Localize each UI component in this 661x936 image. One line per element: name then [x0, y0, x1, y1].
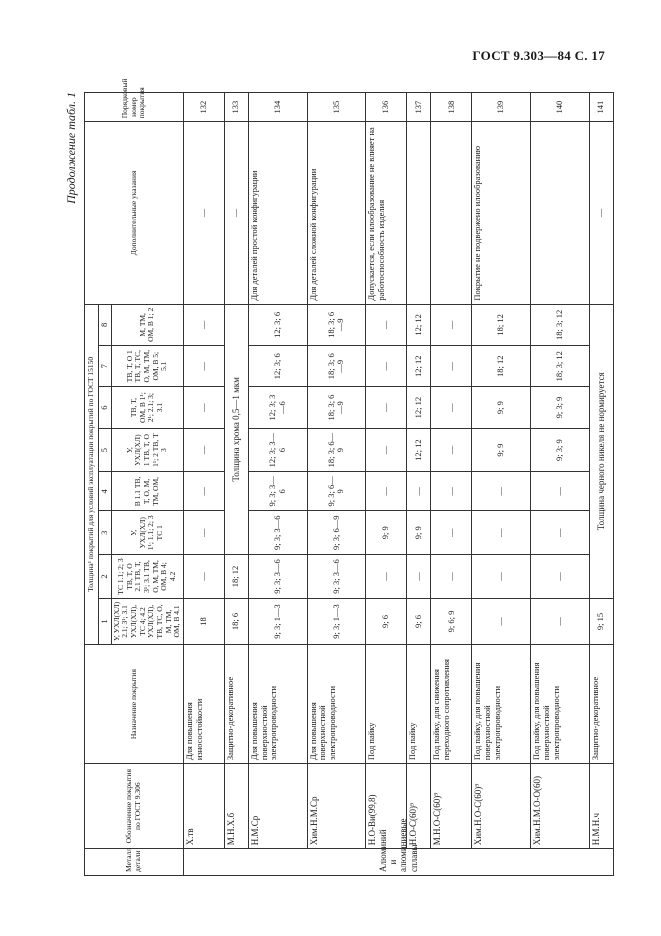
table-row — [589, 93, 613, 876]
group-number: 7 — [99, 346, 112, 387]
group-number: 2 — [99, 555, 112, 599]
value-cell: — — [472, 472, 531, 511]
value-cell: — — [472, 555, 531, 599]
value-cell: — — [431, 346, 472, 387]
value-cell: 9; 3; 3—6 — [307, 555, 366, 599]
value-cell: — — [183, 387, 224, 428]
value-cell: 9; 3; 1—3 — [307, 598, 366, 644]
table-row — [248, 93, 307, 876]
value-cell: 9; 3; 9 — [531, 428, 590, 472]
designation-cell: М.Н.Х.б — [224, 764, 248, 849]
purpose-cell: Под пайку — [366, 645, 407, 764]
note-cell: — — [589, 122, 613, 304]
value-cell: 12; 12 — [407, 387, 431, 428]
value-cell: — — [531, 555, 590, 599]
value-cell: 9; 3; 1—3 — [248, 598, 307, 644]
value-cell: — — [431, 428, 472, 472]
designation-cell: Хим.Н.М.Ср — [307, 764, 366, 849]
value-cell: — — [431, 304, 472, 345]
value-cell: 18; 3; 6—9 — [307, 387, 366, 428]
purpose-cell: Для повышения поверхностной электропроводности — [307, 645, 366, 764]
designation-cell: Н.О-С(60)⁹ — [407, 764, 431, 849]
value-cell: 9; 9 — [407, 511, 431, 555]
table-rotated-container — [64, 78, 614, 876]
value-cell: 9; 6 — [407, 598, 431, 644]
value-cell: — — [183, 346, 224, 387]
value-cell: 12; 3; 3—6 — [248, 428, 307, 472]
value-cell: — — [431, 511, 472, 555]
value-cell: 18; 3; 12 — [531, 304, 590, 345]
span-note-black-nickel: Толщина черного никеля не нормируется — [589, 304, 613, 598]
group-conditions: ТС 1.1; 2; 3 ТВ, Т, О 2.1 ТВ, Т, 3¹; 3.1 ТВ, О, М, ТМ, ОМ, В 4; 4.2 — [111, 555, 183, 599]
col-ordinal: Порядковый номер покрытия — [85, 93, 184, 122]
group-conditions: У, УХЛ(ХЛ) 2.1; 3¹; 3.1 УХЛ(ХЛ), ТС 4; 4.2 УХЛ(ХЛ), ТВ, ТС, О, М, ТМ, ОМ, В 4.1 — [111, 598, 183, 644]
table-row — [431, 93, 472, 876]
col-designation: Обозначение покрытия по ГОСТ 9.306 — [85, 764, 184, 849]
value-cell: — — [531, 511, 590, 555]
value-cell: — — [183, 511, 224, 555]
value-cell: 18; 3; 6—9 — [307, 428, 366, 472]
table-row — [531, 93, 590, 876]
value-cell: 9; 3; 3—6 — [248, 511, 307, 555]
value-cell: 18; 12 — [472, 346, 531, 387]
page-header: ГОСТ 9.303—84 С. 17 — [472, 48, 605, 63]
table-row — [472, 93, 531, 876]
value-cell: 12; 3; 3—6 — [248, 387, 307, 428]
col-purpose: Назначение покрытия — [85, 645, 184, 764]
note-cell: Для деталей простой конфигурации — [248, 122, 307, 304]
group-conditions: ТВ, Т, О 1 ТВ, Т, ТС, О, М, ТМ, ОМ, В 5; 5.1 — [111, 346, 183, 387]
note-cell: — — [224, 122, 248, 304]
value-cell: 18 — [183, 598, 224, 644]
purpose-cell: Под пайку, для снижения переходного сопротивления — [431, 645, 472, 764]
table-row — [307, 93, 366, 876]
designation-cell: Н.М.Н.ч — [589, 764, 613, 849]
designation-cell: Н.О-Ви(99,8) — [366, 764, 407, 849]
value-cell: — — [407, 472, 431, 511]
value-cell: — — [183, 472, 224, 511]
value-cell: 18; 3; 12 — [531, 346, 590, 387]
value-cell: — — [366, 387, 407, 428]
designation-cell: Хим.Н.О-С(60)⁹ — [472, 764, 531, 849]
value-cell: — — [366, 428, 407, 472]
col-notes: Дополнительные указания — [85, 122, 184, 304]
coatings-table — [84, 78, 614, 876]
value-cell: 9; 6 — [366, 598, 407, 644]
table-row — [366, 93, 407, 876]
designation-cell: Х.тв — [183, 764, 224, 849]
designation-cell: Н.М.Ср — [248, 764, 307, 849]
value-cell: — — [183, 555, 224, 599]
note-cell — [531, 122, 590, 304]
ordinal-cell: 138 — [431, 93, 472, 122]
ordinal-cell: 137 — [407, 93, 431, 122]
purpose-cell: Защитно-декоративное — [589, 645, 613, 764]
group-number: 8 — [99, 304, 112, 345]
note-cell: Для деталей сложной конфигурации — [307, 122, 366, 304]
value-cell: — — [431, 472, 472, 511]
value-cell: — — [472, 511, 531, 555]
ordinal-cell: 135 — [307, 93, 366, 122]
value-cell: — — [366, 555, 407, 599]
value-cell: 18; 3; 6—9 — [307, 346, 366, 387]
designation-cell: Хим.Н.М.О-О(60) — [531, 764, 590, 849]
ordinal-cell: 132 — [183, 93, 224, 122]
value-cell: — — [366, 304, 407, 345]
value-cell: 12; 12 — [407, 428, 431, 472]
value-cell: — — [366, 472, 407, 511]
value-cell: 12; 12 — [407, 346, 431, 387]
table-row — [183, 93, 224, 876]
ordinal-cell: 133 — [224, 93, 248, 122]
value-cell: — — [531, 472, 590, 511]
note-cell: Допускается, если илообразование не влияет на работоспособность изделия — [366, 122, 407, 304]
ordinal-cell: 139 — [472, 93, 531, 122]
note-cell — [407, 122, 431, 304]
purpose-cell: Для повышения износостойкости — [183, 645, 224, 764]
value-cell: 18; 3; 6—9 — [307, 304, 366, 345]
value-cell: 9; 3; 6—9 — [307, 472, 366, 511]
ordinal-cell: 140 — [531, 93, 590, 122]
metal-group-cell: Алюминий и алюминиевые сплавы — [183, 849, 613, 876]
group-number: 6 — [99, 387, 112, 428]
purpose-cell: Защитно-декоративное — [224, 645, 248, 764]
group-conditions: М, ТМ, ОМ, В 1; 2 — [111, 304, 183, 345]
value-cell: 9; 9 — [472, 387, 531, 428]
value-cell: — — [472, 598, 531, 644]
value-cell: 9; 3; 6—9 — [307, 511, 366, 555]
note-cell: Покрытие не подвержено илообразованию — [472, 122, 531, 304]
value-cell: 12; 12 — [407, 304, 431, 345]
value-cell: — — [531, 598, 590, 644]
group-number: 5 — [99, 428, 112, 472]
note-cell — [431, 122, 472, 304]
value-cell: — — [183, 304, 224, 345]
value-cell: 9; 3; 9 — [531, 387, 590, 428]
table-row — [224, 93, 248, 876]
value-cell: — — [407, 555, 431, 599]
value-cell: 9; 3; 3—6 — [248, 555, 307, 599]
col-thickness: Толщина¹ покрытий для условий эксплуатации покрытий по ГОСТ 15150 — [85, 304, 99, 644]
designation-cell: М.Н.О-С(60)⁹ — [431, 764, 472, 849]
purpose-cell: Под пайку, для повышения поверхностной электропроводности — [531, 645, 590, 764]
group-conditions: У, УХЛ(ХЛ) 1 ТВ, Т, О 1¹; 2 ТВ, Т 3 — [111, 428, 183, 472]
value-cell: 18; 12 — [224, 555, 248, 599]
value-cell: — — [431, 387, 472, 428]
ordinal-cell: 134 — [248, 93, 307, 122]
ordinal-cell: 136 — [366, 93, 407, 122]
value-cell: — — [431, 555, 472, 599]
purpose-cell: Под пайку, для повышения поверхностной электропроводности — [472, 645, 531, 764]
value-cell: — — [183, 428, 224, 472]
group-number: 3 — [99, 511, 112, 555]
purpose-cell: Под пайку — [407, 645, 431, 764]
value-cell: — — [366, 346, 407, 387]
table-row — [407, 93, 431, 876]
value-cell: 9; 3; 3—6 — [248, 472, 307, 511]
value-cell: 18; 6 — [224, 598, 248, 644]
note-cell: — — [183, 122, 224, 304]
span-note-chrome: Толщина хрома 0,5—1 мкм — [224, 304, 248, 555]
group-conditions: В 1.1 ТВ, Т, О, М, ТМ, ОМ, — [111, 472, 183, 511]
group-conditions: У, УХЛ(ХЛ) 1¹; 1.1; 2; 3 ТС 1 — [111, 511, 183, 555]
group-number: 1 — [99, 598, 112, 644]
ordinal-cell: 141 — [589, 93, 613, 122]
value-cell: 12; 3; 6 — [248, 346, 307, 387]
purpose-cell: Для повышения поверхностной электропроводности — [248, 645, 307, 764]
value-cell: 9; 9 — [366, 511, 407, 555]
value-cell: 9; 9 — [472, 428, 531, 472]
value-cell: 9; 15 — [589, 598, 613, 644]
value-cell: 9; 6; 9 — [431, 598, 472, 644]
col-metal: Металл детали — [85, 849, 184, 876]
group-conditions: ТВ, Т, ОМ, В 1¹; 2¹; 2.1; 3; 3.1 — [111, 387, 183, 428]
group-number: 4 — [99, 472, 112, 511]
value-cell: 18; 12 — [472, 304, 531, 345]
continuation-label: Продолжение табл. 1 — [64, 92, 78, 204]
value-cell: 12; 3; 6 — [248, 304, 307, 345]
